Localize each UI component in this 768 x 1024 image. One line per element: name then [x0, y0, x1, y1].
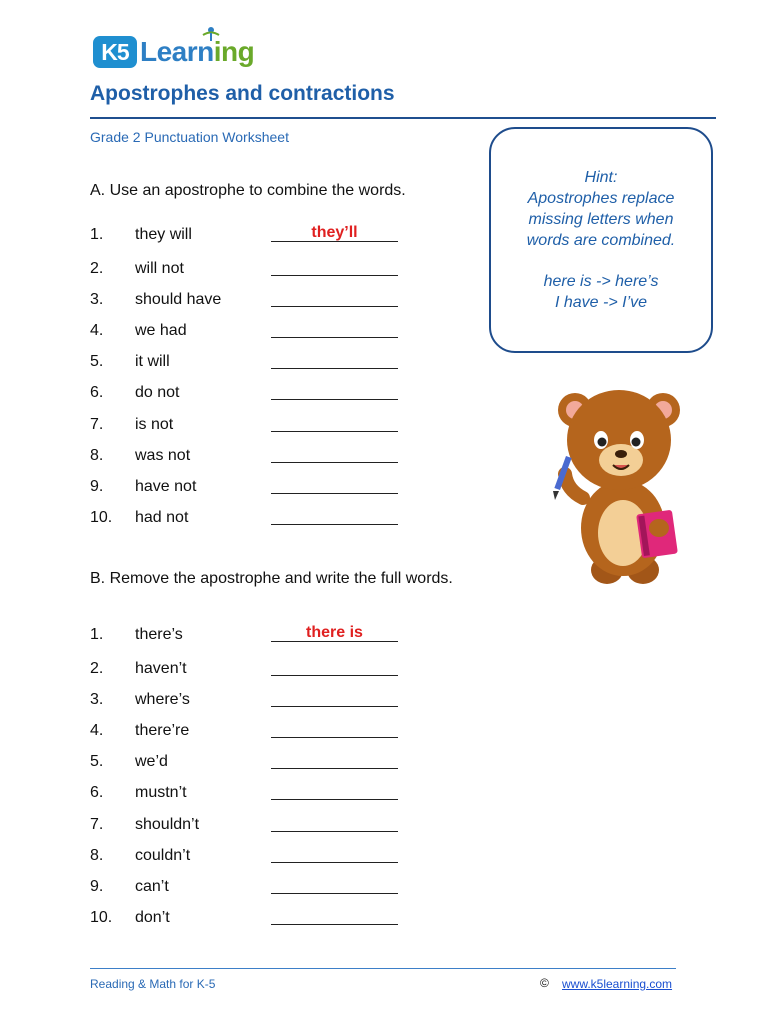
item-number: 5. — [90, 753, 104, 770]
section-b-instruction: B. Remove the apostrophe and write the full words. — [90, 570, 453, 587]
item-word: there’re — [135, 722, 190, 739]
item-word: mustn’t — [135, 784, 187, 801]
answer-blank[interactable] — [271, 524, 398, 525]
answer-blank[interactable] — [271, 831, 398, 832]
page-title: Apostrophes and contractions — [90, 82, 395, 105]
footer-tagline: Reading & Math for K-5 — [90, 977, 216, 991]
bear-illustration — [545, 378, 695, 588]
worksheet-item — [90, 353, 410, 375]
worksheet-item — [90, 691, 410, 713]
item-number: 2. — [90, 260, 104, 277]
item-number: 7. — [90, 416, 104, 433]
item-number: 6. — [90, 784, 104, 801]
item-word: they will — [135, 226, 192, 243]
worksheet-item — [90, 478, 410, 500]
worksheet-item — [90, 909, 410, 931]
answer-blank[interactable] — [271, 431, 398, 432]
worksheet-item — [90, 816, 410, 838]
item-word: should have — [135, 291, 222, 308]
logo-wordmark — [140, 34, 254, 70]
item-number: 1. — [90, 226, 104, 243]
item-word: can’t — [135, 878, 169, 895]
logo-k5-text: K5 — [101, 39, 129, 65]
item-number: 8. — [90, 447, 104, 464]
item-word: will not — [135, 260, 184, 277]
item-word: there’s — [135, 626, 183, 643]
answer-blank[interactable] — [271, 706, 398, 707]
worksheet-item — [90, 722, 410, 744]
hint-box — [489, 127, 713, 353]
answer-blank[interactable] — [271, 737, 398, 738]
item-word: is not — [135, 416, 174, 433]
logo-word-start: Learn — [140, 36, 214, 67]
worksheet-item — [90, 847, 410, 869]
item-number: 8. — [90, 847, 104, 864]
item-number: 4. — [90, 322, 104, 339]
worksheet-item — [90, 509, 410, 531]
answer-blank[interactable] — [271, 306, 398, 307]
item-number: 2. — [90, 660, 104, 677]
hint-line: missing letters when — [528, 211, 674, 228]
item-number: 3. — [90, 691, 104, 708]
item-word: don’t — [135, 909, 170, 926]
item-number: 5. — [90, 353, 104, 370]
answer-blank[interactable] — [271, 893, 398, 894]
item-number: 3. — [90, 291, 104, 308]
item-number: 9. — [90, 878, 104, 895]
item-word: have not — [135, 478, 197, 495]
example-answer: there is — [306, 624, 363, 641]
footer-divider — [90, 968, 676, 969]
hint-heading: Hint: — [584, 169, 618, 186]
worksheet-item — [90, 753, 410, 775]
item-word: we’d — [135, 753, 168, 770]
answer-blank[interactable] — [271, 768, 398, 769]
example-answer: they’ll — [311, 224, 358, 241]
hint-example: I have -> I’ve — [554, 294, 648, 311]
item-word: it will — [135, 353, 170, 370]
section-a-instruction: A. Use an apostrophe to combine the words. — [90, 182, 406, 199]
worksheet-item — [90, 878, 410, 900]
logo-word-end: ing — [213, 36, 255, 67]
worksheet-item — [90, 784, 410, 806]
answer-blank[interactable] — [271, 368, 398, 369]
answer-blank[interactable] — [271, 399, 398, 400]
item-number: 4. — [90, 722, 104, 739]
item-word: we had — [135, 322, 187, 339]
worksheet-item — [90, 447, 410, 469]
worksheet-item — [90, 416, 410, 438]
copyright-symbol: © — [540, 976, 549, 990]
answer-blank[interactable] — [271, 924, 398, 925]
answer-blank[interactable] — [271, 799, 398, 800]
item-number: 10. — [90, 509, 113, 526]
item-word: was not — [135, 447, 191, 464]
item-word: had not — [135, 509, 189, 526]
item-number: 1. — [90, 626, 104, 643]
item-number: 6. — [90, 384, 104, 401]
worksheet-item — [90, 226, 410, 248]
worksheet-item — [90, 660, 410, 682]
item-word: shouldn’t — [135, 816, 200, 833]
website-link[interactable]: www.k5learning.com — [562, 977, 673, 991]
k5-learning-logo — [93, 30, 273, 72]
logo-badge — [93, 36, 137, 68]
answer-blank[interactable] — [271, 493, 398, 494]
item-number: 7. — [90, 816, 104, 833]
worksheet-subtitle: Grade 2 Punctuation Worksheet — [90, 129, 289, 145]
item-word: couldn’t — [135, 847, 191, 864]
hint-example: here is -> here’s — [543, 273, 659, 290]
item-number: 10. — [90, 909, 113, 926]
worksheet-item — [90, 291, 410, 313]
worksheet-item — [90, 322, 410, 344]
item-word: haven’t — [135, 660, 187, 677]
answer-blank[interactable] — [271, 862, 398, 863]
item-number: 9. — [90, 478, 104, 495]
hint-line: Apostrophes replace — [527, 190, 675, 207]
worksheet-item — [90, 626, 410, 648]
logo-figure-icon — [200, 26, 222, 46]
item-word: where’s — [135, 691, 190, 708]
answer-blank[interactable] — [271, 275, 398, 276]
hint-line: words are combined. — [526, 232, 676, 249]
worksheet-item — [90, 260, 410, 282]
answer-blank[interactable] — [271, 462, 398, 463]
answer-blank[interactable] — [271, 337, 398, 338]
item-word: do not — [135, 384, 180, 401]
worksheet-item — [90, 384, 410, 406]
answer-blank[interactable] — [271, 675, 398, 676]
title-divider — [90, 117, 716, 119]
